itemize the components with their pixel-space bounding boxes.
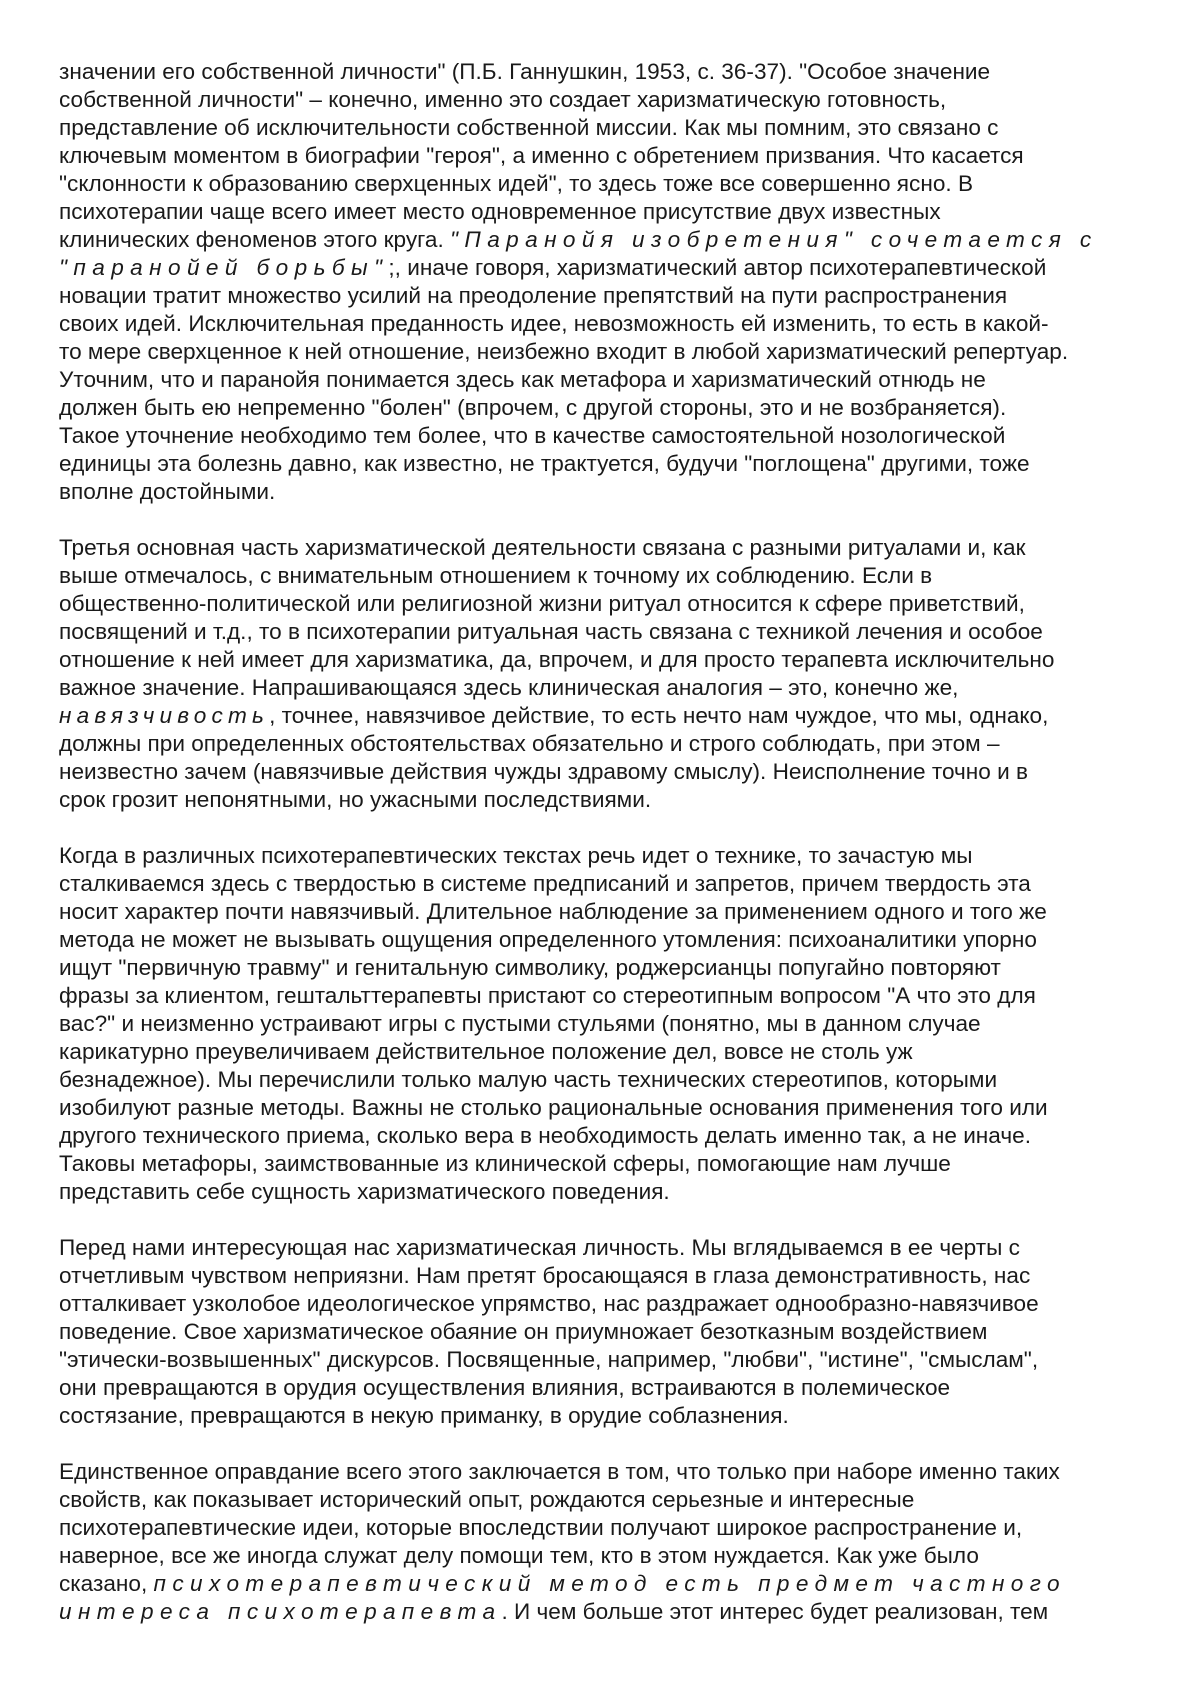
- text-line: [59, 1262, 1149, 1290]
- text-line: [59, 562, 1149, 590]
- text-segment: состязание, превращаются в некую приманку, в орудие соблазнения.: [59, 1403, 789, 1428]
- text-line: [59, 338, 1149, 366]
- emphasized-text: интереса психотерапевта: [59, 1599, 502, 1624]
- text-line: [59, 422, 1149, 450]
- text-segment: отчетливым чувством неприязни. Нам претят бросающаяся в глаза демонстративность, нас: [59, 1263, 1031, 1288]
- text-segment: то мере сверхценное к ней отношение, неизбежно входит в любой харизматический репертуар.: [59, 339, 1069, 364]
- text-line: [59, 394, 1149, 422]
- text-line: [59, 954, 1149, 982]
- text-line: [59, 1234, 1149, 1262]
- text-line: [59, 198, 1149, 226]
- text-segment: отношение к ней имеет для харизматика, да, впрочем, и для просто терапевта исключительно: [59, 647, 1055, 672]
- text-segment: наверное, все же иногда служат делу помощи тем, кто в этом нуждается. Как уже было: [59, 1543, 979, 1568]
- text-segment: Такое уточнение необходимо тем более, что в качестве самостоятельной нозологической: [59, 423, 1006, 448]
- text-segment: важное значение. Напрашивающаяся здесь клиническая аналогия – это, конечно же,: [59, 675, 959, 700]
- text-segment: неизвестно зачем (навязчивые действия чужды здравому смыслу). Неисполнение точно и в: [59, 759, 1029, 784]
- text-segment: сказано,: [59, 1571, 154, 1596]
- text-segment: они превращаются в орудия осуществления влияния, встраиваются в полемическое: [59, 1375, 951, 1400]
- text-line: [59, 450, 1149, 478]
- text-line: [59, 254, 1149, 282]
- paragraph: [59, 534, 1149, 814]
- text-segment: . И чем больше этот интерес будет реализован, тем: [501, 1599, 1049, 1624]
- text-line: [59, 702, 1149, 730]
- text-line: [59, 982, 1149, 1010]
- text-line: [59, 478, 1149, 506]
- text-segment: должны при определенных обстоятельствах обязательно и строго соблюдать, при этом –: [59, 731, 1000, 756]
- text-line: [59, 1570, 1149, 1598]
- text-line: [59, 786, 1149, 814]
- text-line: [59, 1038, 1149, 1066]
- text-segment: фразы за клиентом, гештальттерапевты пристают со стереотипным вопросом "А что это для: [59, 983, 1036, 1008]
- text-segment: карикатурно преувеличиваем действительное положение дел, вовсе не столь уж: [59, 1039, 913, 1064]
- emphasized-text: навязчивость: [59, 703, 270, 728]
- paragraph: [59, 58, 1149, 506]
- text-segment: срок грозит непонятными, но ужасными последствиями.: [59, 787, 652, 812]
- text-line: [59, 1178, 1149, 1206]
- text-segment: "склонности к образованию сверхценных идей", то здесь тоже все совершенно ясно. В: [59, 171, 974, 196]
- text-segment: значении его собственной личности" (П.Б. Ганнушкин, 1953, с. 36-37). "Особое значение: [59, 59, 991, 84]
- text-segment: свойств, как показывает исторический опыт, рождаются серьезные и интересные: [59, 1487, 915, 1512]
- text-segment: Единственное оправдание всего этого заключается в том, что только при наборе именно таких: [59, 1459, 1060, 1484]
- text-line: [59, 1402, 1149, 1430]
- emphasized-text: "Паранойя изобретения" сочетается с: [450, 227, 1098, 252]
- text-line: [59, 1318, 1149, 1346]
- text-segment: своих идей. Исключительная преданность идее, невозможность ей изменить, то есть в какой-: [59, 311, 1049, 336]
- text-segment: психотерапевтические идеи, которые впоследствии получают широкое распространение и,: [59, 1515, 1023, 1540]
- text-line: [59, 1150, 1149, 1178]
- text-segment: метода не может не вызывать ощущения определенного утомления: психоаналитики упорно: [59, 927, 1037, 952]
- text-line: [59, 926, 1149, 954]
- text-line: [59, 142, 1149, 170]
- text-line: [59, 590, 1149, 618]
- text-segment: общественно-политической или религиозной жизни ритуал относится к сфере приветствий,: [59, 591, 1025, 616]
- text-segment: Третья основная часть харизматической деятельности связана с разными ритуалами и, как: [59, 535, 1026, 560]
- text-line: [59, 1346, 1149, 1374]
- text-line: [59, 1514, 1149, 1542]
- paragraph: [59, 1458, 1149, 1626]
- text-segment: другого технического приема, сколько вера в необходимость делать именно так, а не иначе.: [59, 1123, 1031, 1148]
- text-segment: ищут "первичную травму" и генитальную символику, роджерсианцы попугайно повторяют: [59, 955, 1001, 980]
- text-segment: , точнее, навязчивое действие, то есть нечто нам чуждое, что мы, однако,: [269, 703, 1049, 728]
- text-line: [59, 870, 1149, 898]
- text-line: [59, 674, 1149, 702]
- text-line: [59, 898, 1149, 926]
- text-segment: вас?" и неизменно устраивают игры с пустыми стульями (понятно, мы в данном случае: [59, 1011, 981, 1036]
- text-segment: Таковы метафоры, заимствованные из клинической сферы, помогающие нам лучше: [59, 1151, 951, 1176]
- text-segment: выше отмечалось, с внимательным отношением к точному их соблюдению. Если в: [59, 563, 933, 588]
- text-segment: отталкивает узколобое идеологическое упрямство, нас раздражает однообразно-навязчивое: [59, 1291, 1039, 1316]
- text-segment: носит характер почти навязчивый. Длительное наблюдение за применением одного и того же: [59, 899, 1047, 924]
- document-body: [59, 58, 1149, 1626]
- paragraph: [59, 1234, 1149, 1430]
- text-line: [59, 1598, 1149, 1626]
- text-segment: посвящений и т.д., то в психотерапии ритуальная часть связана с техникой лечения и особое: [59, 619, 1043, 644]
- text-line: [59, 1486, 1149, 1514]
- text-segment: Когда в различных психотерапевтических текстах речь идет о технике, то зачастую мы: [59, 843, 973, 868]
- paragraph: [59, 842, 1149, 1206]
- text-segment: Уточним, что и паранойя понимается здесь как метафора и харизматический отнюдь не: [59, 367, 986, 392]
- emphasized-text: "паранойей борьбы": [59, 255, 389, 280]
- text-line: [59, 1290, 1149, 1318]
- text-segment: ;, иначе говоря, харизматический автор психотерапевтической: [388, 255, 1047, 280]
- text-segment: изобилуют разные методы. Важны не столько рациональные основания применения того или: [59, 1095, 1048, 1120]
- text-segment: единицы эта болезнь давно, как известно, не трактуется, будучи "поглощена" другими, тоже: [59, 451, 1030, 476]
- text-line: [59, 58, 1149, 86]
- text-segment: новации тратит множество усилий на преодоление препятствий на пути распространения: [59, 283, 1008, 308]
- text-line: [59, 730, 1149, 758]
- text-line: [59, 1122, 1149, 1150]
- text-line: [59, 282, 1149, 310]
- text-segment: психотерапии чаще всего имеет место одновременное присутствие двух известных: [59, 199, 941, 224]
- text-line: [59, 170, 1149, 198]
- emphasized-text: психотерапевтический метод есть предмет частного: [153, 1571, 1067, 1596]
- text-segment: сталкиваемся здесь с твердостью в системе предписаний и запретов, причем твердость эта: [59, 871, 1031, 896]
- text-segment: ключевым моментом в биографии "героя", а именно с обретением призвания. Что касается: [59, 143, 1024, 168]
- text-segment: представление об исключительности собственной миссии. Как мы помним, это связано с: [59, 115, 999, 140]
- text-line: [59, 646, 1149, 674]
- text-line: [59, 114, 1149, 142]
- text-line: [59, 1094, 1149, 1122]
- text-line: [59, 1010, 1149, 1038]
- text-segment: должен быть ею непременно "болен" (впрочем, с другой стороны, это и не возбраняется).: [59, 395, 1007, 420]
- text-segment: безнадежное). Мы перечислили только малую часть технических стереотипов, которыми: [59, 1067, 998, 1092]
- text-segment: "этически-возвышенных" дискурсов. Посвященные, например, "любви", "истине", "смыслам",: [59, 1347, 1039, 1372]
- text-line: [59, 1458, 1149, 1486]
- text-line: [59, 1542, 1149, 1570]
- text-segment: поведение. Свое харизматическое обаяние он приумножает безотказным воздействием: [59, 1319, 988, 1344]
- text-line: [59, 86, 1149, 114]
- text-line: [59, 366, 1149, 394]
- text-segment: клинических феноменов этого круга.: [59, 227, 451, 252]
- text-segment: вполне достойными.: [59, 479, 276, 504]
- text-segment: Перед нами интересующая нас харизматическая личность. Мы вглядываемся в ее черты с: [59, 1235, 1020, 1260]
- text-line: [59, 618, 1149, 646]
- text-line: [59, 534, 1149, 562]
- text-line: [59, 1066, 1149, 1094]
- text-line: [59, 226, 1149, 254]
- text-segment: собственной личности" – конечно, именно это создает харизматическую готовность,: [59, 87, 947, 112]
- text-line: [59, 758, 1149, 786]
- text-line: [59, 1374, 1149, 1402]
- text-segment: представить себе сущность харизматического поведения.: [59, 1179, 670, 1204]
- text-line: [59, 842, 1149, 870]
- text-line: [59, 310, 1149, 338]
